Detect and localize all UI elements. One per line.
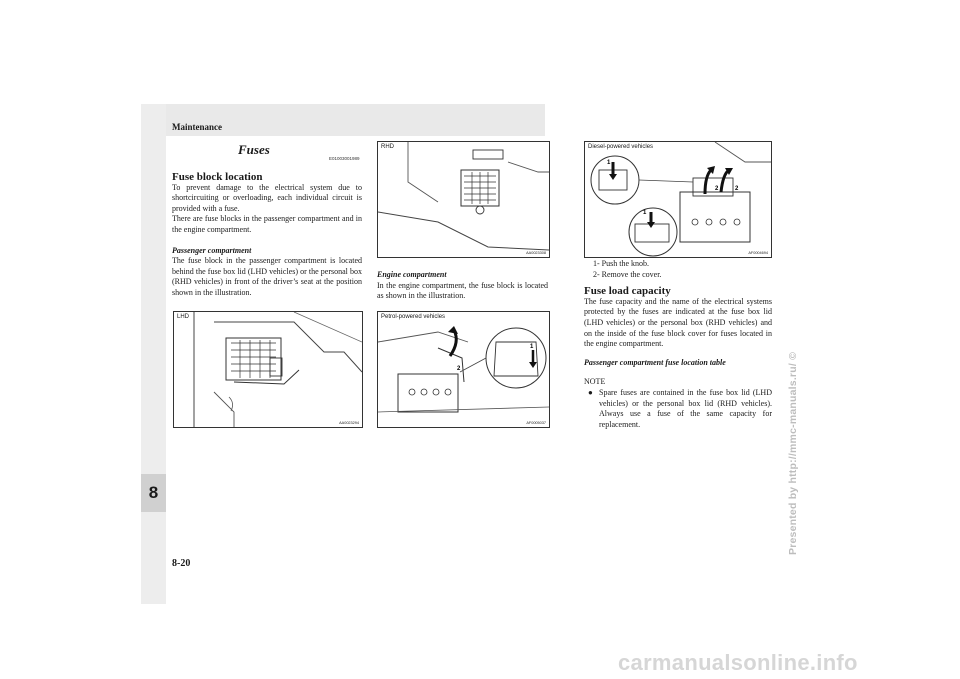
- steps-list: [584, 259, 772, 280]
- callout-1: 1: [530, 344, 534, 350]
- diesel-illustration: [585, 142, 771, 257]
- section-label: Maintenance: [172, 122, 222, 132]
- note-item: [584, 388, 772, 430]
- figure-rhd: [377, 141, 550, 258]
- page-title: Fuses: [238, 142, 270, 157]
- figure-lhd: [173, 311, 363, 428]
- chapter-tab-number: 8: [141, 474, 166, 512]
- paragraph: There are fuse blocks in the passenger compartment and in the engine compartment.: [172, 214, 362, 234]
- heading-fuse-load-capacity: Fuse load capacity: [584, 285, 671, 298]
- figure-label: RHD: [381, 144, 394, 150]
- column-2-text: [377, 270, 548, 302]
- petrol-illustration: [378, 312, 549, 427]
- figure-code: AF0004694: [748, 251, 768, 255]
- figure-code: AA0023294: [339, 421, 359, 425]
- subhead-passenger-compartment: Passenger compartment: [172, 245, 252, 255]
- side-watermark: Presented by http://mmc-manuals.ru/ ©: [787, 351, 799, 555]
- figure-code: AA0023308: [526, 251, 546, 255]
- figure-label: LHD: [177, 314, 190, 320]
- figure-label: Diesel-powered vehicles: [588, 144, 654, 150]
- column-1-text: [172, 172, 362, 299]
- callout-4: 2: [735, 186, 739, 192]
- callout-1: 1: [607, 160, 611, 166]
- figure-diesel: [584, 141, 772, 258]
- step-item: 1- Push the knob.: [593, 259, 650, 268]
- heading-fuse-block-location: Fuse block location: [172, 171, 263, 183]
- subhead-fuse-location-table: Passenger compartment fuse location table: [584, 357, 726, 367]
- figure-code: AF0005037: [526, 421, 546, 425]
- step-item: 2- Remove the cover.: [593, 269, 662, 279]
- callout-2: 2: [457, 366, 461, 372]
- figure-petrol: [377, 311, 550, 428]
- page-number: 8-20: [172, 558, 191, 569]
- figure-label: Petrol-powered vehicles: [381, 314, 446, 320]
- subhead-engine-compartment: Engine compartment: [377, 270, 447, 279]
- note-label: NOTE: [584, 377, 606, 387]
- lhd-illustration: [174, 312, 362, 427]
- bullet-icon: ●: [588, 387, 593, 397]
- paragraph: The fuse capacity and the name of the electrical systems protected by the fuses are indicated at the fuse box lid (LHD vehicles) or the personal box (RHD vehicles) and on the inside of the fuse block cover for fuses located in the engine compartment.: [584, 296, 772, 349]
- paragraph: In the engine compartment, the fuse block is located as shown in the illustration.: [377, 280, 548, 301]
- callout-3: 1: [643, 210, 647, 216]
- section-code: E01003001989: [329, 156, 360, 161]
- callout-2: 2: [715, 186, 719, 192]
- column-3-text: [584, 259, 772, 430]
- bottom-watermark: carmanualsonline.info: [618, 650, 858, 675]
- chapter-tab-band: [141, 104, 166, 604]
- note-text: Spare fuses are contained in the fuse box lid (LHD vehicles) or the personal box lid (RHD vehicles). Always use a fuse of the same capacity for replacement.: [599, 387, 772, 429]
- rhd-illustration: [378, 142, 549, 257]
- paragraph: To prevent damage to the electrical system due to shortcircuiting or overloading, each individual circuit is provided with a fuse.: [172, 182, 362, 213]
- paragraph: The fuse block in the passenger compartment is located behind the fuse box lid (LHD vehicles) or the personal box (RHD vehicles) in front of the driver’s seat at the position shown in the illustration.: [172, 256, 362, 297]
